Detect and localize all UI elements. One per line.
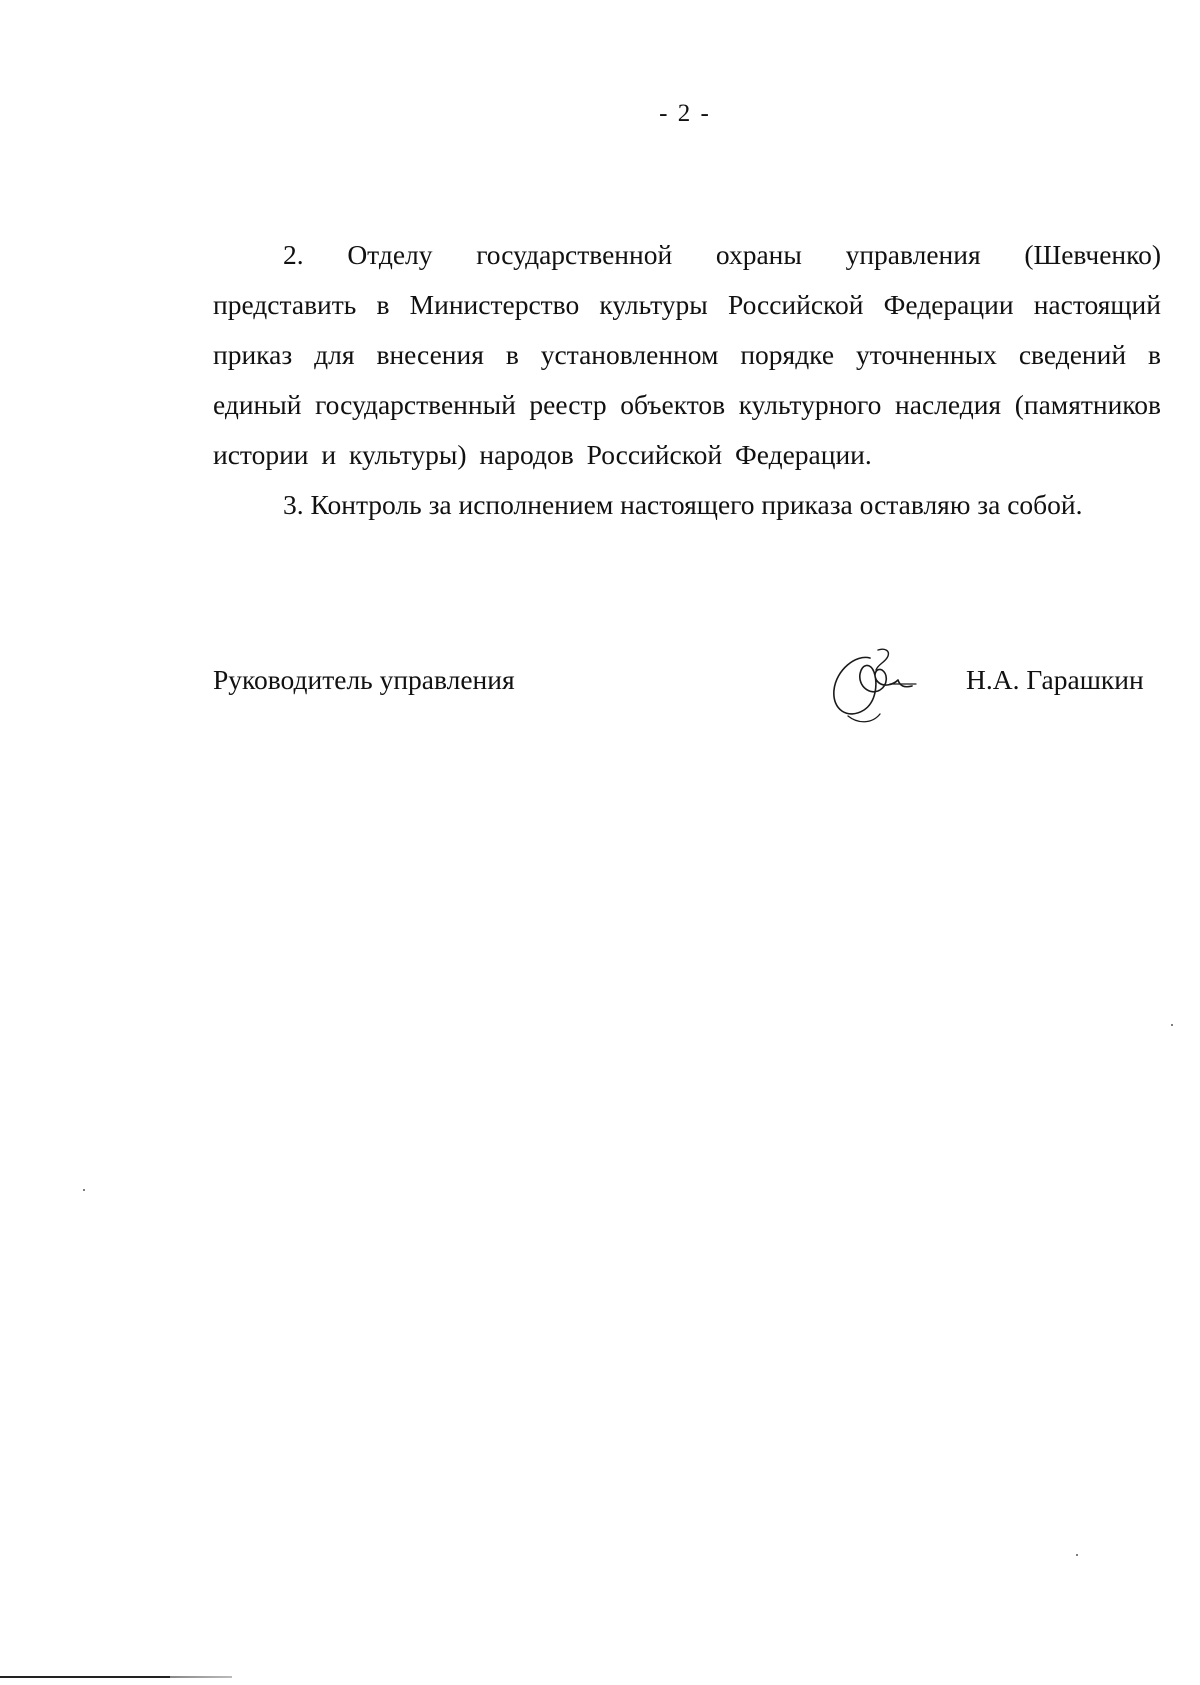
paragraph-item-3: 3. Контроль за исполнением настоящего приказа оставляю за собой. [283,489,1083,520]
scan-speck [83,1189,85,1191]
scan-speck [1076,1554,1078,1556]
scan-speck [1171,1024,1173,1026]
signatory-title: Руководитель управления [213,664,515,695]
bottom-rule [0,1676,232,1678]
handwritten-signature [818,640,928,730]
signatory-name: Н.А. Гарашкин [966,664,1144,695]
document-body [213,230,1161,530]
page-number: - 2 - [659,100,711,127]
paragraph-item-2: 2. Отделу государственной охраны управления (Шевченко) представить в Министерство культуры Российской Федерации настоящий приказ для внесения в установленном порядке уточненных сведений в единый государственный реестр объектов культурного наследия (памятников истории и культуры) народов Российской Федерации. [213,239,1161,470]
